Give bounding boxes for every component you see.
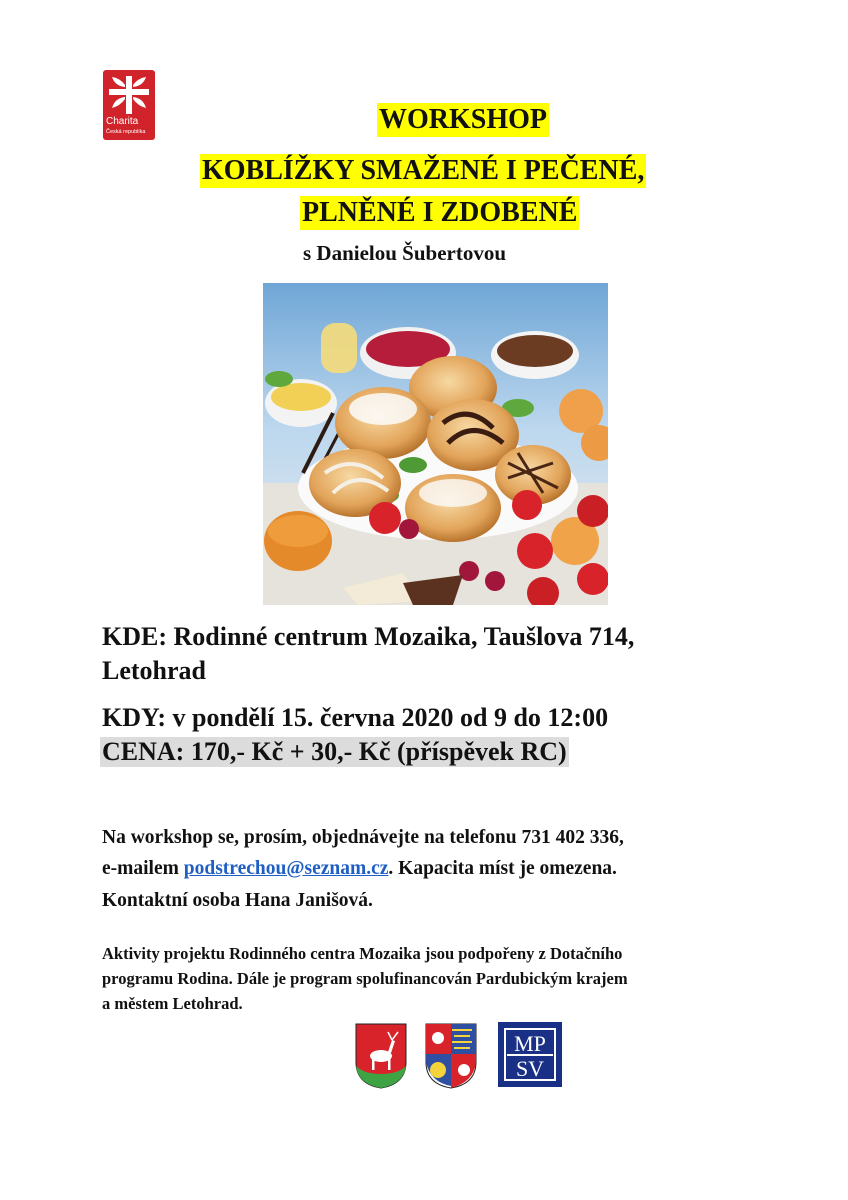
where-line-2: Letohrad bbox=[102, 656, 206, 685]
pardubice-region-crest-icon bbox=[424, 1022, 478, 1090]
when-line: KDY: v pondělí 15. června 2020 od 9 do 12:00 bbox=[102, 703, 609, 732]
charita-logo-subtitle: Česká republika bbox=[106, 129, 146, 135]
mpsv-logo bbox=[497, 1021, 563, 1088]
mpsv-logo-frame bbox=[497, 1021, 563, 1088]
charita-logo bbox=[103, 70, 155, 140]
order-line-2 bbox=[102, 858, 617, 880]
subtitle-instructor: s Danielou Šubertovou bbox=[303, 241, 507, 265]
support-line-2: programu Rodina. Dále je program spolufinancován Pardubickým krajem bbox=[102, 969, 628, 988]
where-line-1: KDE: Rodinné centrum Mozaika, Taušlova 714, bbox=[102, 622, 635, 651]
title-line-2: PLNĚNÉ I ZDOBENÉ bbox=[302, 197, 578, 228]
charita-logo-name: Charita bbox=[106, 116, 139, 127]
order-line-3: Kontaktní osoba Hana Janišová. bbox=[102, 890, 373, 911]
order-line-2-suffix: . Kapacita míst je omezena. bbox=[388, 858, 617, 879]
mpsv-top: MP bbox=[514, 1031, 546, 1056]
order-line-2-prefix: e-mailem bbox=[102, 858, 184, 879]
doughnuts-photo bbox=[263, 283, 608, 605]
support-line-1: Aktivity projektu Rodinného centra Mozaika jsou podpořeny z Dotačního bbox=[102, 944, 623, 963]
email-link[interactable]: podstrechou@seznam.cz bbox=[183, 858, 389, 879]
mpsv-bottom: SV bbox=[515, 1056, 545, 1081]
order-line-1: Na workshop se, prosím, objednávejte na telefonu 731 402 336, bbox=[102, 827, 624, 848]
title-workshop: WORKSHOP bbox=[379, 104, 548, 135]
charita-cross-icon bbox=[103, 72, 155, 116]
title-line-1: KOBLÍŽKY SMAŽENÉ I PEČENÉ, bbox=[202, 155, 645, 186]
price-line: CENA: 170,- Kč + 30,- Kč (příspěvek RC) bbox=[102, 737, 567, 766]
support-line-3: a městem Letohrad. bbox=[102, 994, 243, 1013]
letohrad-crest-icon bbox=[354, 1022, 408, 1090]
